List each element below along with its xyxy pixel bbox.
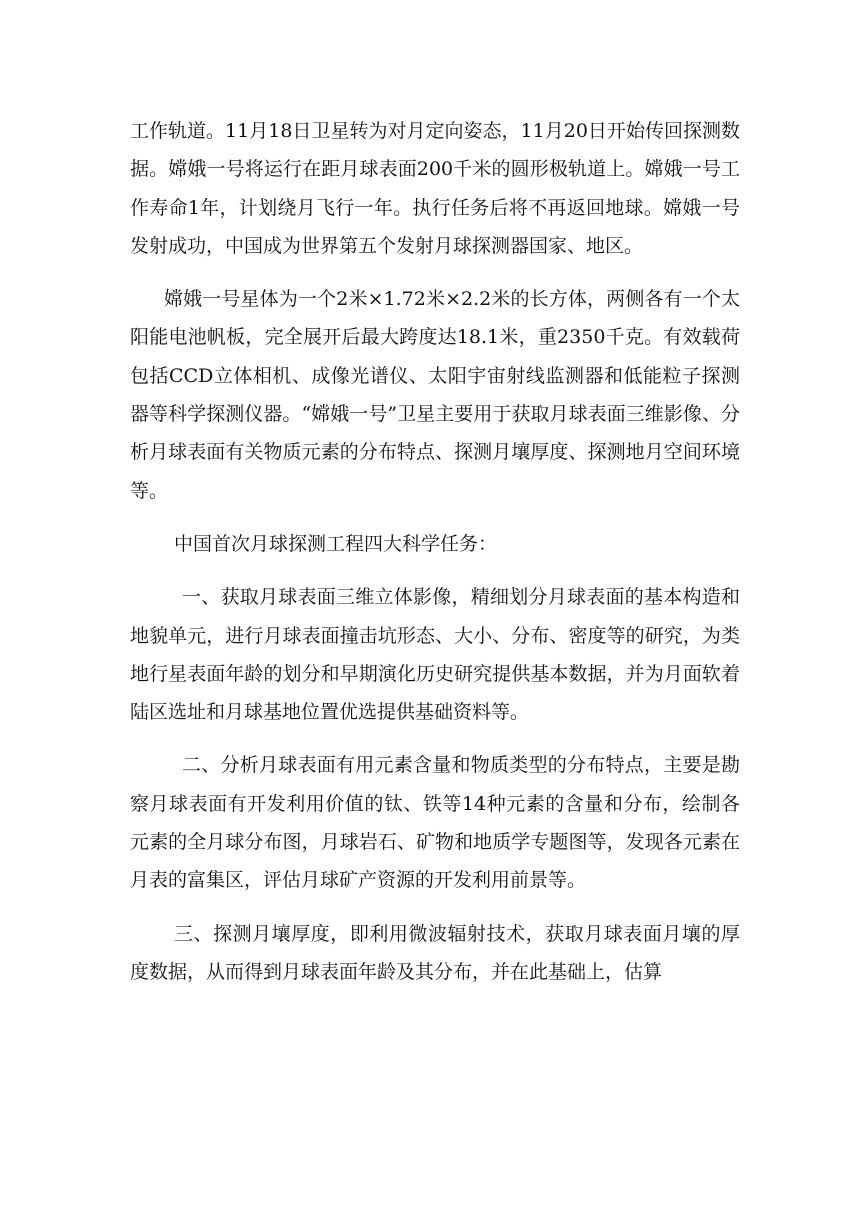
paragraph-satellite-structure: 嫦娥一号星体为一个2米×1.72米×2.2米的长方体，两侧各有一个太阳能电池帆板，完全展开后最大跨度达18.1米，重2350千克。有效载荷包括CCD立体相机、成像光谱仪、太阳宇宙射线监测器和低能粒子探测器等科学探测仪器。“嫦娥一号”卫星主要用于获取月球表面三维影像、分析月球表面有关物质元素的分布特点、探测月壤厚度、探测地月空间环境等。	[130, 288, 740, 502]
paragraph-task-one: 一、获取月球表面三维立体影像，精细划分月球表面的基本构造和地貌单元，进行月球表面撞击坑形态、大小、分布、密度等的研究，为类地行星表面年龄的划分和早期演化历史研究提供基本数据，并为月面软着陆区选址和月球基地位置优选提供基础资料等。	[130, 586, 740, 724]
paragraph-task-two: 二、分析月球表面有用元素含量和物质类型的分布特点，主要是勘察月球表面有开发利用价值的钛、铁等14种元素的含量和分布，绘制各元素的全月球分布图，月球岩石、矿物和地质学专题图等，发现各元素在月表的富集区，评估月球矿产资源的开发利用前景等。	[130, 754, 740, 892]
paragraph-task-three: 三、探测月壤厚度，即利用微波辐射技术，获取月球表面月壤的厚度数据，从而得到月球表面年龄及其分布，并在此基础上，估算	[130, 922, 740, 983]
paragraph-mission-timeline: 工作轨道。11月18日卫星转为对月定向姿态，11月20日开始传回探测数据。嫦娥一号将运行在距月球表面200千米的圆形极轨道上。嫦娥一号工作寿命1年，计划绕月飞行一年。执行任务后将不再返回地球。嫦娥一号发射成功，中国成为世界第五个发射月球探测器国家、地区。	[130, 120, 740, 257]
document-body	[130, 112, 740, 991]
paragraph-tasks-heading: 中国首次月球探测工程四大科学任务：	[174, 532, 498, 555]
